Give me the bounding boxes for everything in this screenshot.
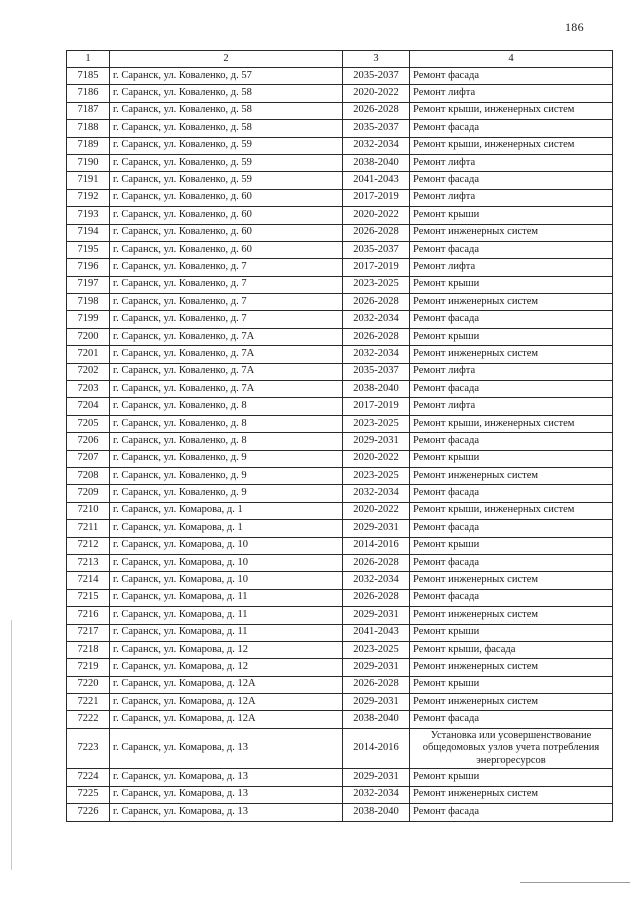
work-type-cell: Ремонт фасада (410, 172, 613, 189)
period-cell: 2026-2028 (343, 554, 410, 571)
period-cell: 2029-2031 (343, 607, 410, 624)
row-number-cell: 7206 (67, 433, 110, 450)
column-header-work-type: 4 (410, 51, 613, 68)
address-cell: г. Саранск, ул. Комарова, д. 12А (110, 711, 343, 728)
period-cell: 2035-2037 (343, 68, 410, 85)
row-number-cell: 7209 (67, 485, 110, 502)
row-number-cell: 7189 (67, 137, 110, 154)
address-cell: г. Саранск, ул. Коваленко, д. 7А (110, 346, 343, 363)
period-cell: 2032-2034 (343, 572, 410, 589)
address-cell: г. Саранск, ул. Комарова, д. 13 (110, 804, 343, 821)
table-row (67, 728, 613, 769)
table-row (67, 398, 613, 415)
address-cell: г. Саранск, ул. Коваленко, д. 7 (110, 294, 343, 311)
address-cell: г. Саранск, ул. Комарова, д. 12А (110, 694, 343, 711)
scan-margin-line (11, 620, 12, 870)
table-row (67, 311, 613, 328)
table-body (67, 68, 613, 822)
address-cell: г. Саранск, ул. Коваленко, д. 60 (110, 189, 343, 206)
table-row (67, 154, 613, 171)
period-cell: 2038-2040 (343, 381, 410, 398)
column-header-period: 3 (343, 51, 410, 68)
row-number-cell: 7208 (67, 467, 110, 484)
row-number-cell: 7214 (67, 572, 110, 589)
address-cell: г. Саранск, ул. Коваленко, д. 7А (110, 328, 343, 345)
period-cell: 2017-2019 (343, 259, 410, 276)
period-cell: 2020-2022 (343, 502, 410, 519)
period-cell: 2017-2019 (343, 189, 410, 206)
work-type-cell: Ремонт фасада (410, 120, 613, 137)
work-type-cell: Ремонт инженерных систем (410, 786, 613, 803)
row-number-cell: 7226 (67, 804, 110, 821)
work-type-cell: Ремонт крыши (410, 676, 613, 693)
address-cell: г. Саранск, ул. Комарова, д. 11 (110, 624, 343, 641)
address-cell: г. Саранск, ул. Коваленко, д. 9 (110, 467, 343, 484)
period-cell: 2029-2031 (343, 694, 410, 711)
period-cell: 2032-2034 (343, 346, 410, 363)
work-type-cell: Ремонт фасада (410, 804, 613, 821)
address-cell: г. Саранск, ул. Коваленко, д. 58 (110, 120, 343, 137)
work-type-cell: Ремонт крыши (410, 537, 613, 554)
table-row (67, 467, 613, 484)
row-number-cell: 7190 (67, 154, 110, 171)
period-cell: 2017-2019 (343, 398, 410, 415)
page-number: 186 (565, 20, 584, 34)
work-type-cell: Ремонт крыши (410, 328, 613, 345)
row-number-cell: 7195 (67, 241, 110, 258)
address-cell: г. Саранск, ул. Коваленко, д. 60 (110, 224, 343, 241)
address-cell: г. Саранск, ул. Коваленко, д. 60 (110, 207, 343, 224)
address-cell: г. Саранск, ул. Коваленко, д. 7 (110, 276, 343, 293)
row-number-cell: 7221 (67, 694, 110, 711)
row-number-cell: 7201 (67, 346, 110, 363)
work-type-cell: Ремонт инженерных систем (410, 694, 613, 711)
row-number-cell: 7224 (67, 769, 110, 786)
work-type-cell: Ремонт лифта (410, 398, 613, 415)
period-cell: 2029-2031 (343, 520, 410, 537)
period-cell: 2038-2040 (343, 804, 410, 821)
period-cell: 2026-2028 (343, 589, 410, 606)
period-cell: 2020-2022 (343, 207, 410, 224)
row-number-cell: 7218 (67, 641, 110, 658)
address-cell: г. Саранск, ул. Коваленко, д. 7А (110, 363, 343, 380)
row-number-cell: 7207 (67, 450, 110, 467)
row-number-cell: 7196 (67, 259, 110, 276)
address-cell: г. Саранск, ул. Комарова, д. 12 (110, 659, 343, 676)
table-row (67, 624, 613, 641)
period-cell: 2023-2025 (343, 276, 410, 293)
table-row (67, 641, 613, 658)
table-row (67, 328, 613, 345)
work-type-cell: Ремонт крыши, фасада (410, 641, 613, 658)
table-row (67, 694, 613, 711)
period-cell: 2032-2034 (343, 311, 410, 328)
table-row (67, 85, 613, 102)
table-row (67, 537, 613, 554)
period-cell: 2032-2034 (343, 137, 410, 154)
work-type-cell: Установка или усовершенствование общедомовых узлов учета потребления энергоресурсов (410, 728, 613, 769)
period-cell: 2032-2034 (343, 786, 410, 803)
table-row (67, 224, 613, 241)
address-cell: г. Саранск, ул. Комарова, д. 13 (110, 728, 343, 769)
period-cell: 2029-2031 (343, 433, 410, 450)
address-cell: г. Саранск, ул. Коваленко, д. 60 (110, 241, 343, 258)
address-cell: г. Саранск, ул. Коваленко, д. 8 (110, 398, 343, 415)
row-number-cell: 7223 (67, 728, 110, 769)
work-type-cell: Ремонт фасада (410, 711, 613, 728)
row-number-cell: 7198 (67, 294, 110, 311)
address-cell: г. Саранск, ул. Коваленко, д. 9 (110, 450, 343, 467)
address-cell: г. Саранск, ул. Коваленко, д. 7 (110, 311, 343, 328)
row-number-cell: 7187 (67, 102, 110, 119)
work-type-cell: Ремонт лифта (410, 85, 613, 102)
row-number-cell: 7204 (67, 398, 110, 415)
row-number-cell: 7205 (67, 415, 110, 432)
row-number-cell: 7192 (67, 189, 110, 206)
period-cell: 2038-2040 (343, 711, 410, 728)
row-number-cell: 7220 (67, 676, 110, 693)
table-row (67, 607, 613, 624)
table-row (67, 346, 613, 363)
table-row (67, 120, 613, 137)
period-cell: 2026-2028 (343, 102, 410, 119)
table-header-row (67, 51, 613, 68)
table-row (67, 241, 613, 258)
work-type-cell: Ремонт крыши (410, 207, 613, 224)
column-header-number: 1 (67, 51, 110, 68)
table-row (67, 659, 613, 676)
period-cell: 2029-2031 (343, 769, 410, 786)
table-row (67, 68, 613, 85)
address-cell: г. Саранск, ул. Коваленко, д. 59 (110, 137, 343, 154)
period-cell: 2026-2028 (343, 294, 410, 311)
row-number-cell: 7225 (67, 786, 110, 803)
period-cell: 2026-2028 (343, 676, 410, 693)
row-number-cell: 7213 (67, 554, 110, 571)
row-number-cell: 7211 (67, 520, 110, 537)
table-row (67, 172, 613, 189)
work-type-cell: Ремонт фасада (410, 381, 613, 398)
table-row (67, 207, 613, 224)
table-row (67, 381, 613, 398)
table-row (67, 786, 613, 803)
row-number-cell: 7199 (67, 311, 110, 328)
row-number-cell: 7185 (67, 68, 110, 85)
table-row (67, 769, 613, 786)
address-cell: г. Саранск, ул. Коваленко, д. 8 (110, 433, 343, 450)
work-type-cell: Ремонт фасада (410, 485, 613, 502)
period-cell: 2023-2025 (343, 415, 410, 432)
row-number-cell: 7215 (67, 589, 110, 606)
table-row (67, 450, 613, 467)
work-type-cell: Ремонт крыши (410, 624, 613, 641)
work-type-cell: Ремонт крыши (410, 450, 613, 467)
address-cell: г. Саранск, ул. Комарова, д. 13 (110, 769, 343, 786)
work-type-cell: Ремонт крыши, инженерных систем (410, 415, 613, 432)
table-row (67, 189, 613, 206)
address-cell: г. Саранск, ул. Коваленко, д. 7А (110, 381, 343, 398)
address-cell: г. Саранск, ул. Комарова, д. 11 (110, 589, 343, 606)
period-cell: 2020-2022 (343, 450, 410, 467)
row-number-cell: 7210 (67, 502, 110, 519)
work-type-cell: Ремонт крыши (410, 276, 613, 293)
period-cell: 2032-2034 (343, 485, 410, 502)
table-row (67, 572, 613, 589)
address-cell: г. Саранск, ул. Комарова, д. 1 (110, 520, 343, 537)
row-number-cell: 7216 (67, 607, 110, 624)
work-type-cell: Ремонт фасада (410, 554, 613, 571)
address-cell: г. Саранск, ул. Коваленко, д. 58 (110, 85, 343, 102)
address-cell: г. Саранск, ул. Комарова, д. 10 (110, 537, 343, 554)
period-cell: 2020-2022 (343, 85, 410, 102)
row-number-cell: 7194 (67, 224, 110, 241)
table-row (67, 589, 613, 606)
column-header-address: 2 (110, 51, 343, 68)
address-cell: г. Саранск, ул. Комарова, д. 10 (110, 572, 343, 589)
period-cell: 2038-2040 (343, 154, 410, 171)
period-cell: 2035-2037 (343, 120, 410, 137)
table-row (67, 676, 613, 693)
table-row (67, 415, 613, 432)
table-row (67, 711, 613, 728)
row-number-cell: 7197 (67, 276, 110, 293)
work-type-cell: Ремонт инженерных систем (410, 607, 613, 624)
table-row (67, 554, 613, 571)
work-type-cell: Ремонт фасада (410, 520, 613, 537)
table-row (67, 363, 613, 380)
period-cell: 2041-2043 (343, 624, 410, 641)
period-cell: 2014-2016 (343, 537, 410, 554)
table-row (67, 433, 613, 450)
address-cell: г. Саранск, ул. Комарова, д. 11 (110, 607, 343, 624)
row-number-cell: 7188 (67, 120, 110, 137)
address-cell: г. Саранск, ул. Комарова, д. 12А (110, 676, 343, 693)
row-number-cell: 7193 (67, 207, 110, 224)
address-cell: г. Саранск, ул. Комарова, д. 12 (110, 641, 343, 658)
row-number-cell: 7217 (67, 624, 110, 641)
work-type-cell: Ремонт лифта (410, 189, 613, 206)
work-type-cell: Ремонт инженерных систем (410, 294, 613, 311)
table-row (67, 102, 613, 119)
row-number-cell: 7219 (67, 659, 110, 676)
row-number-cell: 7200 (67, 328, 110, 345)
row-number-cell: 7186 (67, 85, 110, 102)
address-cell: г. Саранск, ул. Коваленко, д. 8 (110, 415, 343, 432)
period-cell: 2023-2025 (343, 467, 410, 484)
work-type-cell: Ремонт инженерных систем (410, 572, 613, 589)
period-cell: 2035-2037 (343, 241, 410, 258)
address-cell: г. Саранск, ул. Коваленко, д. 58 (110, 102, 343, 119)
table-row (67, 485, 613, 502)
address-cell: г. Саранск, ул. Коваленко, д. 59 (110, 172, 343, 189)
row-number-cell: 7202 (67, 363, 110, 380)
work-type-cell: Ремонт фасада (410, 311, 613, 328)
table-row (67, 276, 613, 293)
address-cell: г. Саранск, ул. Коваленко, д. 59 (110, 154, 343, 171)
row-number-cell: 7203 (67, 381, 110, 398)
address-cell: г. Саранск, ул. Коваленко, д. 57 (110, 68, 343, 85)
work-type-cell: Ремонт лифта (410, 259, 613, 276)
period-cell: 2023-2025 (343, 641, 410, 658)
work-type-cell: Ремонт крыши, инженерных систем (410, 137, 613, 154)
address-cell: г. Саранск, ул. Коваленко, д. 7 (110, 259, 343, 276)
period-cell: 2029-2031 (343, 659, 410, 676)
table-row (67, 520, 613, 537)
work-type-cell: Ремонт фасада (410, 241, 613, 258)
period-cell: 2026-2028 (343, 328, 410, 345)
address-cell: г. Саранск, ул. Комарова, д. 13 (110, 786, 343, 803)
address-cell: г. Саранск, ул. Комарова, д. 1 (110, 502, 343, 519)
work-type-cell: Ремонт крыши (410, 769, 613, 786)
scan-bottom-line (520, 882, 630, 883)
work-type-cell: Ремонт инженерных систем (410, 224, 613, 241)
work-type-cell: Ремонт инженерных систем (410, 467, 613, 484)
period-cell: 2026-2028 (343, 224, 410, 241)
work-type-cell: Ремонт крыши, инженерных систем (410, 102, 613, 119)
work-type-cell: Ремонт фасада (410, 433, 613, 450)
work-type-cell: Ремонт крыши, инженерных систем (410, 502, 613, 519)
row-number-cell: 7222 (67, 711, 110, 728)
period-cell: 2014-2016 (343, 728, 410, 769)
table-row (67, 294, 613, 311)
row-number-cell: 7191 (67, 172, 110, 189)
repair-schedule-table (66, 50, 613, 822)
work-type-cell: Ремонт инженерных систем (410, 659, 613, 676)
row-number-cell: 7212 (67, 537, 110, 554)
table-row (67, 259, 613, 276)
work-type-cell: Ремонт инженерных систем (410, 346, 613, 363)
table-row (67, 804, 613, 821)
period-cell: 2041-2043 (343, 172, 410, 189)
work-type-cell: Ремонт лифта (410, 363, 613, 380)
work-type-cell: Ремонт фасада (410, 589, 613, 606)
address-cell: г. Саранск, ул. Комарова, д. 10 (110, 554, 343, 571)
period-cell: 2035-2037 (343, 363, 410, 380)
table-row (67, 137, 613, 154)
work-type-cell: Ремонт лифта (410, 154, 613, 171)
table-row (67, 502, 613, 519)
work-type-cell: Ремонт фасада (410, 68, 613, 85)
address-cell: г. Саранск, ул. Коваленко, д. 9 (110, 485, 343, 502)
